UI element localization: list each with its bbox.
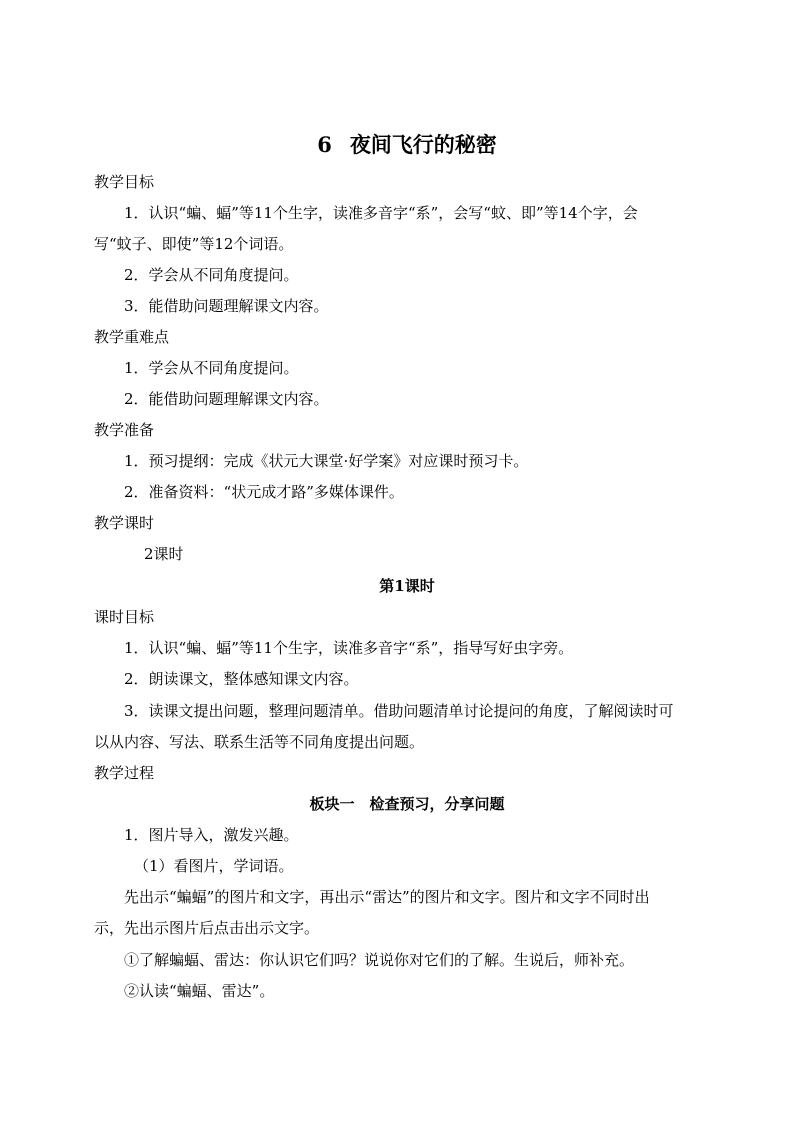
lesson-goal-3-line-2: 以从内容、写法、联系生活等不同角度提出问题。 — [94, 733, 425, 751]
block-1-heading: 板块一 检查预习，分享问题 — [309, 795, 505, 813]
item-b: ②认读“蝙蝠、雷达”。 — [124, 982, 275, 1000]
lesson-goals-heading: 课时目标 — [94, 608, 155, 626]
preparation-heading: 教学准备 — [94, 421, 155, 439]
teaching-process-heading: 教学过程 — [94, 764, 155, 782]
preparation-2: 2．准备资料：“状元成才路”多媒体课件。 — [124, 483, 404, 501]
key-point-2: 2．能借助问题理解课文内容。 — [124, 390, 329, 408]
paragraph-1-line-2: 示，先出示图片后点击出示文字。 — [94, 919, 320, 937]
goal-1-line-2: 写“蚊子、即使”等12个词语。 — [94, 235, 294, 253]
key-point-1: 1．学会从不同角度提问。 — [124, 359, 299, 377]
paragraph-1-line-1: 先出示“蝙蝠”的图片和文字，再出示“雷达”的图片和文字。图片和文字不同时出 — [124, 888, 650, 906]
lesson-title-text: 夜间飞行的秘密 — [349, 132, 497, 157]
goal-1-line-1: 1．认识“蝙、蝠”等11个生字，读准多音字“系”，会写“蚊、即”等14个字，会 — [124, 204, 638, 222]
step-1: 1．图片导入，激发兴趣。 — [124, 826, 299, 844]
lesson-number: 6 — [317, 132, 332, 157]
lesson-title — [94, 131, 720, 159]
class-hours-value: 2课时 — [144, 545, 184, 563]
preparation-1: 1．预习提纲：完成《状元大课堂·好学案》对应课时预习卡。 — [124, 452, 529, 470]
goal-2: 2．学会从不同角度提问。 — [124, 266, 299, 284]
lesson-goal-1: 1．认识“蝙、蝠”等11个生字，读准多音字“系”，指导写好虫字旁。 — [124, 639, 574, 657]
lesson-goal-2: 2．朗读课文，整体感知课文内容。 — [124, 670, 359, 688]
item-a: ①了解蝙蝠、雷达：你认识它们吗？说说你对它们的了解。生说后，师补充。 — [124, 951, 635, 969]
key-points-heading: 教学重难点 — [94, 328, 170, 346]
lesson-1-heading: 第1课时 — [379, 577, 435, 595]
lesson-goal-3-line-1: 3．读课文提出问题，整理问题清单。借助问题清单讨论提问的角度，了解阅读时可 — [124, 702, 674, 720]
step-1-sub: （1）看图片，学词语。 — [134, 857, 294, 875]
teaching-goals-heading: 教学目标 — [94, 173, 155, 191]
goal-3: 3．能借助问题理解课文内容。 — [124, 297, 329, 315]
class-hours-heading: 教学课时 — [94, 514, 155, 532]
